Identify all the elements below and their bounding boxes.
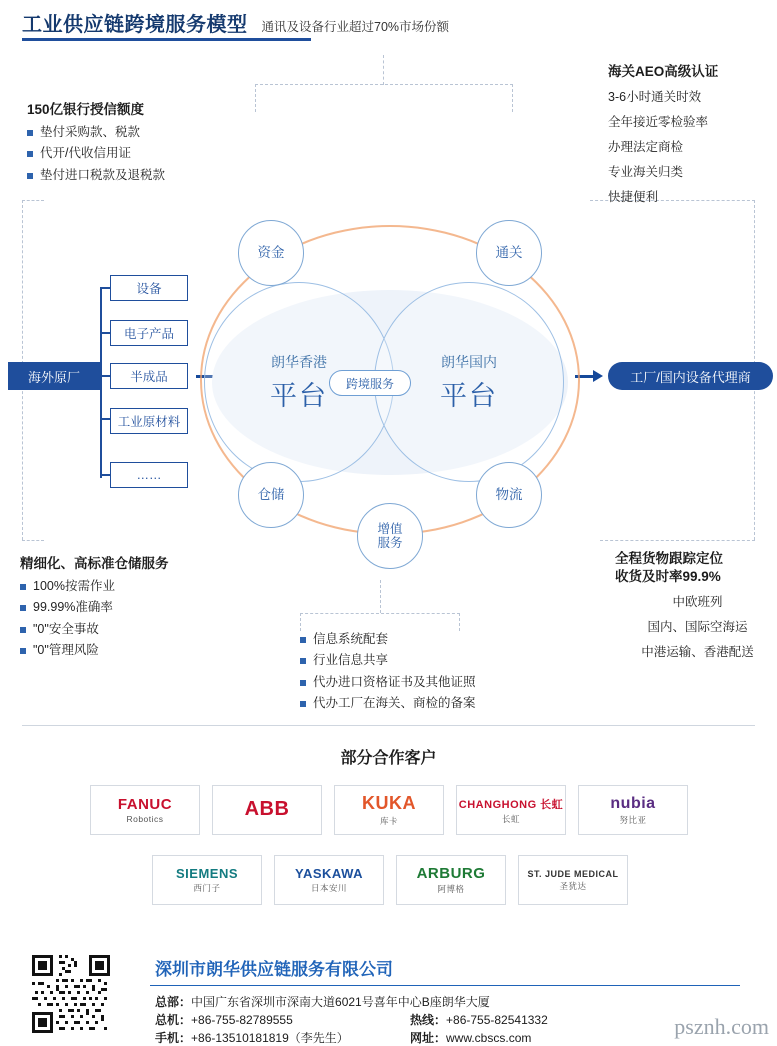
credit-block bbox=[27, 98, 252, 182]
logo-abb-main: ABB bbox=[244, 798, 290, 820]
footer-hotline bbox=[410, 1011, 548, 1028]
node-value-added-services[interactable] bbox=[357, 503, 423, 569]
warehouse-item-label: "0"安全事故 bbox=[33, 621, 99, 636]
dashed-connector-top bbox=[383, 55, 384, 85]
logo-nubia bbox=[578, 785, 688, 835]
value-added-services-block bbox=[300, 625, 560, 711]
credit-item-label: 垫付采购款、税款 bbox=[40, 125, 141, 139]
footer-mobile-value: +86-13510181819（李先生） bbox=[191, 1031, 349, 1045]
logo-kuka-sub: 库卡 bbox=[379, 816, 398, 826]
logo-st-jude-medical bbox=[518, 855, 628, 905]
product-stub bbox=[100, 418, 110, 420]
logo-kuka bbox=[334, 785, 444, 835]
product-item: 电子产品 bbox=[110, 320, 188, 346]
customer-logo-row-1 bbox=[90, 785, 688, 835]
bullet-square-icon bbox=[20, 627, 26, 633]
vas-item-label: 代办进口资格证书及其他证照 bbox=[313, 674, 476, 689]
aeo-block-title: 海关AEO高级认证 bbox=[608, 64, 719, 79]
aeo-item-label: 专业海关归类 bbox=[608, 165, 684, 179]
page-header bbox=[22, 8, 757, 37]
warehouse-item bbox=[20, 600, 235, 614]
tracking-item-label: 中欧班列 bbox=[672, 595, 723, 610]
dashed-connector-right-v bbox=[512, 84, 513, 112]
logo-fanuc-sub: Robotics bbox=[126, 814, 164, 824]
aeo-block bbox=[608, 60, 777, 205]
credit-item-label: 代开/代收信用证 bbox=[40, 146, 131, 161]
product-stub bbox=[100, 287, 110, 289]
logo-st-jude-main: ST. JUDE MEDICAL bbox=[527, 868, 619, 879]
product-item: 设备 bbox=[110, 275, 188, 301]
platform-hongkong-name: 朗华香港 bbox=[271, 353, 327, 370]
logo-fanuc bbox=[90, 785, 200, 835]
logo-yaskawa-sub: 日本安川 bbox=[310, 883, 347, 893]
dashed-connector-left-v bbox=[255, 84, 256, 112]
warehouse-block bbox=[20, 552, 235, 658]
product-item: 工业原材料 bbox=[110, 408, 188, 434]
bullet-square-icon bbox=[20, 648, 26, 654]
tracking-block-title-line1: 全程货物跟踪定位 bbox=[615, 551, 723, 566]
product-item: …… bbox=[110, 462, 188, 488]
vas-item bbox=[300, 675, 560, 689]
node-warehouse[interactable]: 仓储 bbox=[238, 462, 304, 528]
cross-border-service-badge: 跨境服务 bbox=[329, 370, 411, 396]
product-stub bbox=[100, 332, 110, 334]
tracking-item-label: 国内、国际空海运 bbox=[647, 620, 748, 635]
bullet-square-icon bbox=[27, 130, 33, 136]
vas-item bbox=[300, 653, 560, 667]
bracket-bl-h bbox=[22, 540, 44, 541]
logo-arburg bbox=[396, 855, 506, 905]
bullet-square-icon bbox=[300, 637, 306, 643]
bullet-square-icon bbox=[27, 151, 33, 157]
page-subtitle: 通讯及设备行业超过70%市场份额 bbox=[261, 20, 450, 34]
logo-changhong-sub: 长虹 bbox=[501, 813, 520, 824]
warehouse-item-label: 100%按需作业 bbox=[33, 579, 115, 593]
service-model-diagram bbox=[160, 190, 620, 570]
vas-item bbox=[300, 696, 560, 710]
vas-item-label: 行业信息共享 bbox=[313, 653, 389, 668]
bracket-br-h bbox=[600, 540, 755, 541]
bracket-tl-h bbox=[22, 200, 44, 201]
credit-item bbox=[27, 168, 252, 182]
logo-yaskawa bbox=[274, 855, 384, 905]
company-name: 深圳市朗华供应链服务有限公司 bbox=[155, 960, 393, 979]
footer-website[interactable] bbox=[410, 1029, 531, 1046]
platform-domestic-name: 朗华国内 bbox=[441, 353, 497, 370]
bullet-square-icon bbox=[300, 658, 306, 664]
node-vas-line1: 增值 bbox=[377, 521, 403, 536]
warehouse-item bbox=[20, 579, 235, 593]
section-divider bbox=[22, 725, 755, 726]
vas-item-label: 代办工厂在海关、商检的备案 bbox=[313, 696, 476, 711]
bullet-square-icon bbox=[27, 173, 33, 179]
vas-item-label: 信息系统配套 bbox=[313, 632, 389, 646]
footer-mobile-label: 手机： bbox=[155, 1031, 192, 1045]
destination-box: 工厂/国内设备代理商 bbox=[608, 362, 773, 390]
footer-website-value[interactable]: www.cbscs.com bbox=[446, 1031, 532, 1045]
vas-connector-h bbox=[300, 613, 460, 614]
tracking-block bbox=[615, 550, 777, 660]
warehouse-item bbox=[20, 643, 235, 657]
footer-hq bbox=[155, 993, 490, 1010]
footer-mobile bbox=[155, 1029, 349, 1046]
product-item: 半成品 bbox=[110, 363, 188, 389]
source-connector bbox=[100, 375, 110, 377]
footer-tel-value: +86-755-82789555 bbox=[191, 1013, 293, 1027]
dashed-connector-top-h bbox=[255, 84, 513, 85]
node-logistics[interactable]: 物流 bbox=[476, 462, 542, 528]
footer-tel-label: 总机： bbox=[155, 1013, 192, 1027]
tracking-item-label: 中港运输、香港配送 bbox=[641, 645, 754, 660]
tracking-block-title-line2: 收货及时率99.9% bbox=[615, 568, 721, 584]
warehouse-item-label: "0"管理风险 bbox=[33, 643, 99, 658]
logo-siemens-sub: 西门子 bbox=[193, 883, 221, 893]
node-funds[interactable]: 资金 bbox=[238, 220, 304, 286]
logo-siemens bbox=[152, 855, 262, 905]
logo-nubia-sub: 努比亚 bbox=[619, 814, 647, 825]
bullet-square-icon bbox=[300, 680, 306, 686]
aeo-item-label: 办理法定商检 bbox=[608, 140, 684, 154]
logo-nubia-main: nubia bbox=[610, 794, 656, 812]
platform-domestic-label: 平台 bbox=[440, 380, 498, 411]
title-underline bbox=[22, 38, 311, 41]
page-title: 工业供应链跨境服务模型 bbox=[22, 14, 248, 36]
bullet-square-icon bbox=[300, 701, 306, 707]
credit-item bbox=[27, 146, 252, 160]
bullet-square-icon bbox=[20, 605, 26, 611]
warehouse-item bbox=[20, 622, 235, 636]
vas-item bbox=[300, 632, 560, 646]
product-spine bbox=[100, 288, 102, 478]
qr-code bbox=[32, 955, 110, 1033]
node-customs[interactable]: 通关 bbox=[476, 220, 542, 286]
watermark: psznh.com bbox=[674, 1014, 769, 1039]
footer-rule bbox=[150, 985, 740, 986]
vas-connector-v bbox=[380, 580, 381, 613]
warehouse-item-label: 99.99%准确率 bbox=[33, 600, 113, 615]
footer-hotline-value: +86-755-82541332 bbox=[446, 1013, 548, 1027]
aeo-item-label: 快捷便利 bbox=[608, 190, 659, 204]
qr-code-image bbox=[32, 955, 110, 1033]
footer-tel bbox=[155, 1011, 293, 1028]
logo-siemens-main: SIEMENS bbox=[175, 866, 238, 881]
logo-arburg-main: ARBURG bbox=[416, 865, 486, 882]
credit-item-label: 垫付进口税款及退税款 bbox=[40, 167, 166, 182]
footer-hq-label: 总部： bbox=[155, 995, 192, 1009]
product-stub bbox=[100, 474, 110, 476]
customers-title: 部分合作客户 bbox=[340, 750, 437, 767]
logo-arburg-sub: 阿博格 bbox=[437, 884, 465, 894]
logo-kuka-main: KUKA bbox=[362, 793, 416, 813]
platform-hongkong-label: 平台 bbox=[270, 380, 328, 411]
source-box: 海外原厂 bbox=[8, 362, 100, 390]
logo-yaskawa-main: YASKAWA bbox=[294, 866, 364, 881]
footer-hotline-label: 热线： bbox=[410, 1013, 447, 1027]
footer-hq-value: 中国广东省深圳市深南大道6021号喜年中心B座朗华大厦 bbox=[191, 995, 490, 1009]
logo-changhong-main: CHANGHONG 长虹 bbox=[458, 798, 564, 811]
logo-fanuc-main: FANUC bbox=[117, 796, 173, 813]
credit-block-title: 150亿银行授信额度 bbox=[27, 102, 145, 117]
logo-changhong bbox=[456, 785, 566, 835]
aeo-item-label: 3-6小时通关时效 bbox=[608, 90, 702, 104]
bullet-square-icon bbox=[20, 584, 26, 590]
warehouse-block-title: 精细化、高标准仓储服务 bbox=[20, 556, 169, 571]
aeo-item-label: 全年接近零检验率 bbox=[608, 115, 709, 129]
customer-logo-row-2 bbox=[152, 855, 628, 905]
credit-item bbox=[27, 125, 252, 139]
footer-website-label: 网址： bbox=[410, 1031, 447, 1045]
logo-st-jude-sub: 圣犹达 bbox=[559, 880, 587, 891]
logo-abb bbox=[212, 785, 322, 835]
node-vas-line2: 服务 bbox=[377, 536, 403, 550]
